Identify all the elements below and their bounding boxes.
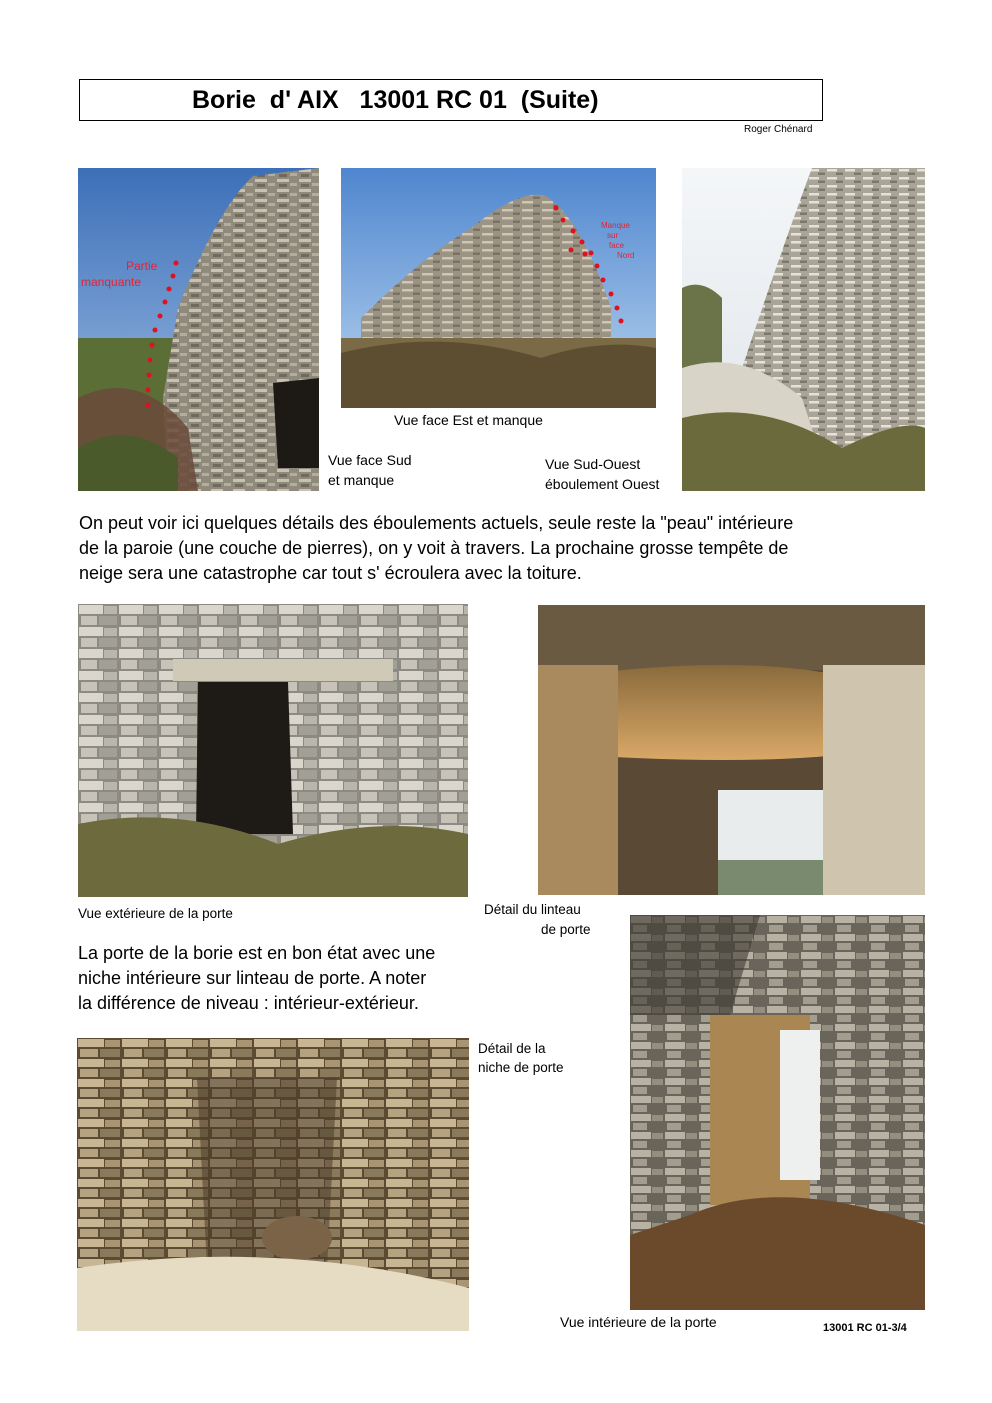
annotation-manquante: manquante [81,275,142,289]
caption-vue-interieure: Vue intérieure de la porte [560,1314,717,1330]
paragraph-eboulements-1: On peut voir ici quelques détails des éboulements actuels, seule reste la "peau" intérieure [79,513,794,533]
caption-detail-niche-1: Détail de la [478,1041,546,1056]
caption-vue-face-sud-2: et manque [328,472,395,488]
photo-vue-exterieure-porte [78,604,468,897]
caption-detail-linteau-2: de porte [541,922,591,937]
paragraph-porte-1: La porte de la borie est en bon état avec une [78,943,436,963]
photo-detail-linteau [538,605,925,895]
photo-vue-face-sud [78,168,319,491]
page-title: Borie d' AIX 13001 RC 01 (Suite) [192,86,599,114]
author-name: Roger Chénard [744,124,813,135]
caption-vue-sud-ouest-2: éboulement Ouest [545,476,660,492]
caption-detail-niche-2: niche de porte [478,1060,564,1075]
annotation-partie: Partie [126,259,158,273]
annotation-face: face [609,241,625,250]
paragraph-porte-3: la différence de niveau : intérieur-extérieur. [78,993,419,1013]
caption-vue-face-sud-1: Vue face Sud [328,452,412,468]
caption-vue-face-est: Vue face Est et manque [394,412,543,428]
paragraph-eboulements-2: de la paroie (une couche de pierres), on y voit à travers. La prochaine grosse tempête de [79,538,789,558]
photo-detail-niche [77,1038,469,1331]
paragraph-porte-2: niche intérieure sur linteau de porte. A noter [78,968,427,988]
annotation-nord: Nord [617,251,635,260]
caption-detail-linteau-1: Détail du linteau [484,902,581,917]
caption-vue-sud-ouest-1: Vue Sud-Ouest [545,456,641,472]
paragraph-eboulements-3: neige sera une catastrophe car tout s' écroulera avec la toiture. [79,563,582,583]
annotation-sur: sur [607,231,619,240]
photo-vue-face-est [341,168,656,408]
caption-vue-exterieure: Vue extérieure de la porte [78,906,233,921]
annotation-manque: Manque [601,221,630,230]
photo-vue-interieure-porte [630,915,925,1310]
page-reference: 13001 RC 01-3/4 [823,1322,907,1334]
photo-vue-sud-ouest [682,168,925,491]
